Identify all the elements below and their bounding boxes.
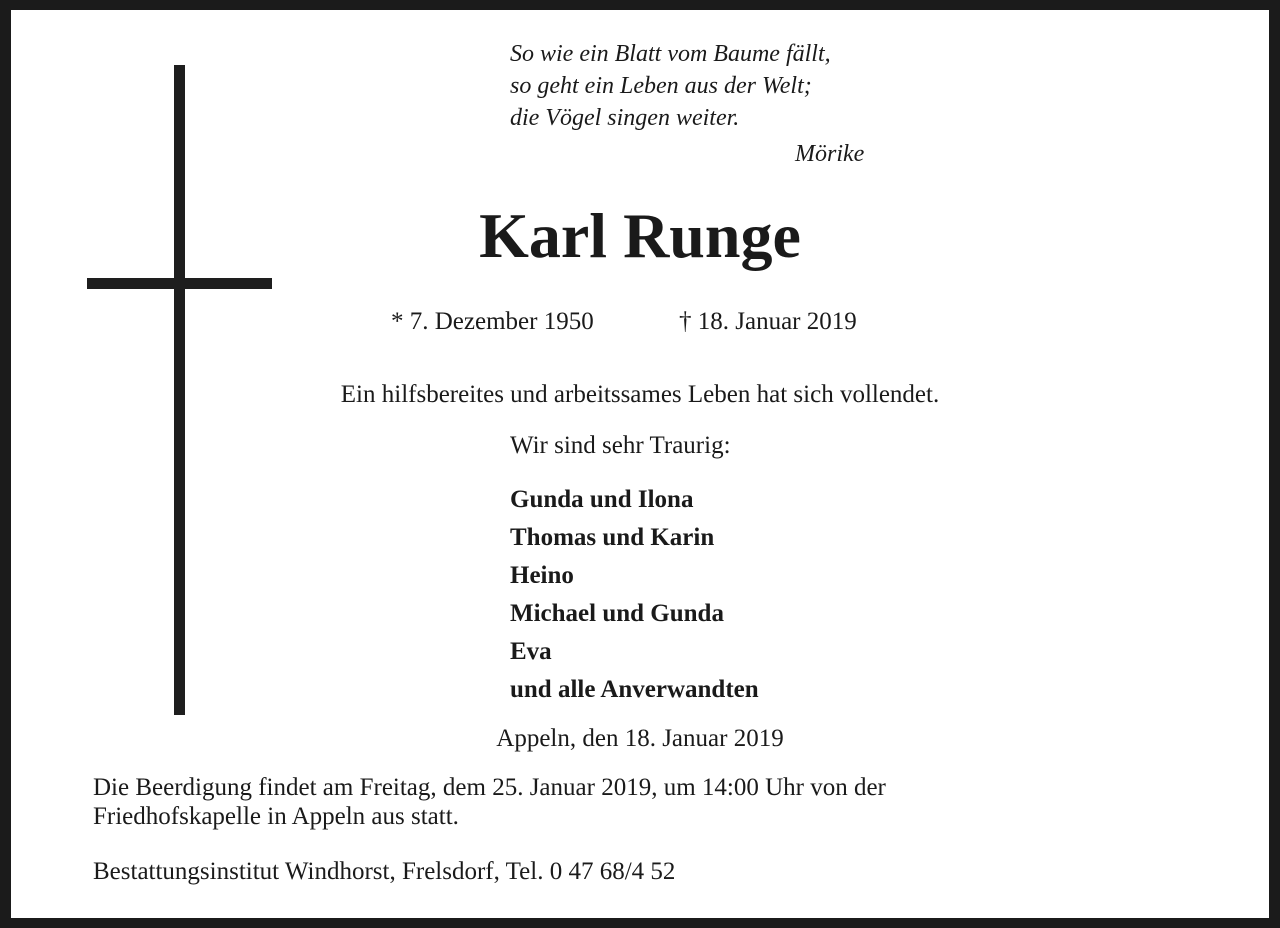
poem-line: So wie ein Blatt vom Baume fällt,	[510, 41, 831, 67]
life-motto: Ein hilfsbereites und arbeitssames Leben hat sich vollendet.	[340, 381, 940, 408]
cross-horizontal-bar	[87, 278, 272, 289]
place-and-date: Appeln, den 18. Januar 2019	[496, 725, 784, 752]
mourners-intro: Wir sind sehr Traurig:	[510, 432, 731, 459]
poem	[510, 38, 910, 167]
mourner-name: Gunda und Ilona	[510, 486, 694, 513]
mourner-name: Thomas und Karin	[510, 524, 715, 551]
poem-line: so geht ein Leben aus der Welt;	[510, 73, 812, 99]
undertaker-info: Bestattungsinstitut Windhorst, Frelsdorf, Tel. 0 47 68/4 52	[93, 858, 676, 885]
mourner-name: Michael und Gunda	[510, 600, 724, 627]
funeral-info-line: Friedhofskapelle in Appeln aus statt.	[93, 803, 459, 830]
death-date: † 18. Januar 2019	[679, 308, 857, 335]
funeral-info	[93, 773, 1093, 831]
poem-line: die Vögel singen weiter.	[510, 105, 740, 131]
mourner-name: und alle Anverwandten	[510, 676, 759, 703]
funeral-info-line: Die Beerdigung findet am Freitag, dem 25. Januar 2019, um 14:00 Uhr von der	[93, 774, 886, 801]
deceased-name: Karl Runge	[479, 200, 801, 271]
mourners-list	[510, 481, 759, 709]
poem-author: Mörike	[795, 141, 865, 167]
birth-date: * 7. Dezember 1950	[391, 308, 594, 335]
mourner-name: Eva	[510, 638, 552, 665]
mourner-name: Heino	[510, 562, 574, 589]
